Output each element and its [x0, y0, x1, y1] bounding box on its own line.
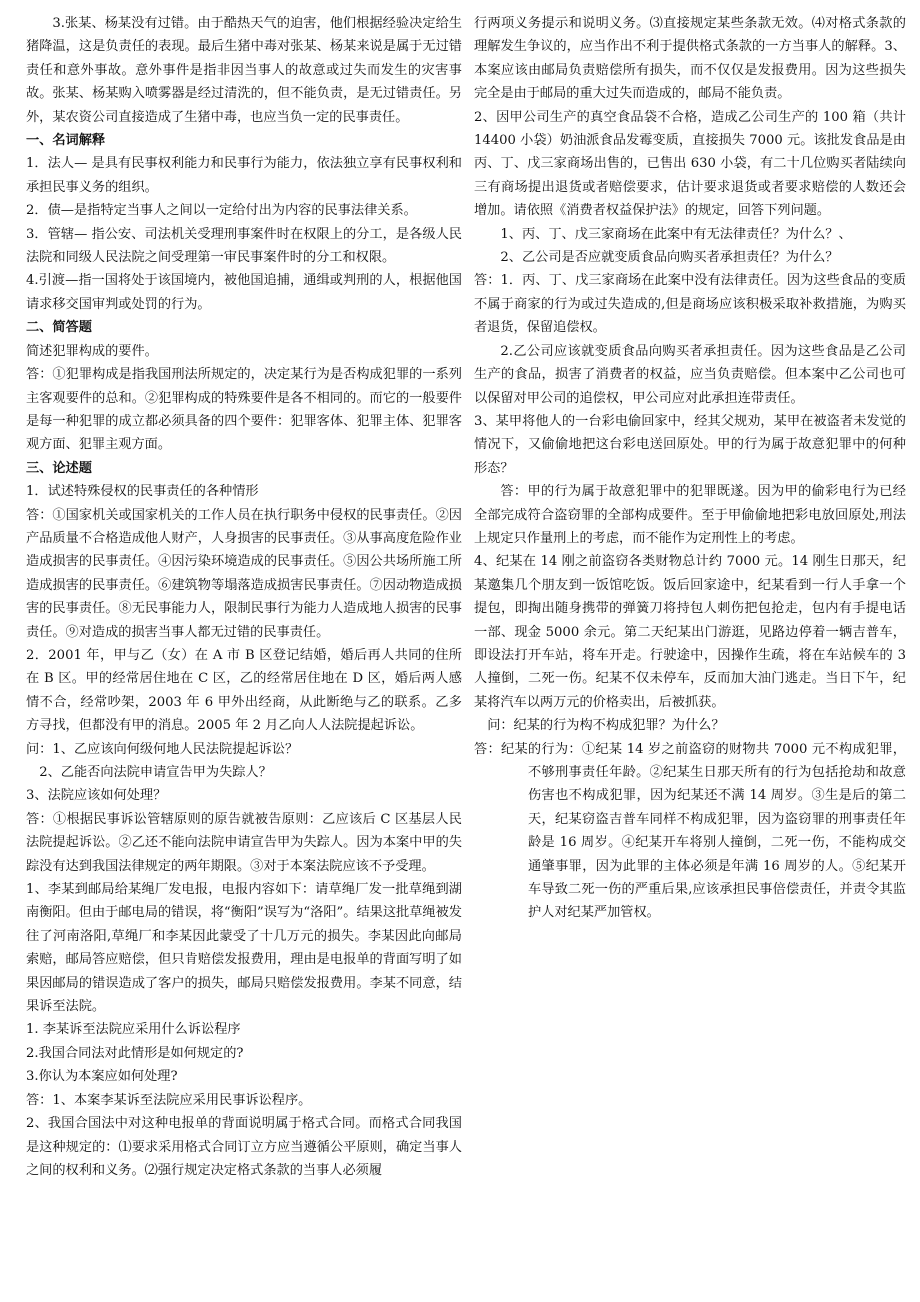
case-food-answer-1: 答：1．丙、丁、戊三家商场在此案中没有法律责任。因为这些食品的变质不属于商家的行为或过失造成的,但是商场应该积极采取补救措施，为购买者退货，保留追偿权。 — [474, 273, 906, 336]
case-tv-theft-answer: 答：甲的行为属于故意犯罪中的犯罪既遂。因为甲的偷彩电行为已经全部完成符合盗窃罪的全部构成要件。至于甲偷偷地把彩电放回原处,刑法上规定只作量刑上的考虑，而不能作为定刑性上的考虑。 — [474, 484, 906, 546]
case-ji-question: 问：纪某的行为构不构成犯罪？为什么？ — [487, 718, 725, 734]
case-food-bags: 2、因甲公司生产的真空食品袋不合格，造成乙公司生产的 100 箱（共计 14400 小袋）奶油派食品发霉变质，直接损失 7000 元。该批发食品是由丙、丁、戊三家商场出售的，已售出 630 小袋，有二十几位购买者陆续向三有商场提出退货或者赔偿要求，估计要求退货或者要求赔偿的人数还会增加。请依照《消费者权益保护法》的规定，回答下列问题。 — [474, 109, 906, 219]
case-telegram-question-1: 1. 李某诉至法院应采用什么诉讼程序 — [26, 1022, 241, 1038]
case-telegram: 1、李某到邮局给某绳厂发电报，电报内容如下：请草绳厂发一批草绳到湖南衡阳。但由于邮电局的错误，将“衡阳”误写为“洛阳”。结果这批草绳被发往了河南洛阳,草绳厂和李某因此蒙受了十几万元的损失。李某因此向邮局索赔，邮局答应赔偿，但只肯赔偿发报费用，理由是电报单的背面写明了如果因邮局的错误造成了客户的损失，邮局只赔偿发报费用。李某不同意，结果诉至法院。 — [26, 882, 462, 1015]
case-ji-answer: 答：纪某的行为：①纪某 14 岁之前盗窃的财物共 7000 元不构成犯罪，不够刑事责任年龄。②纪某生日那天所有的行为包括抢劫和故意伤害也不构成犯罪，因为纪某还不满 14 周岁。③生是后的第二天，纪某窃盗吉普车同样不构成犯罪，因为盗窃罪的刑事责任年龄是 16 周岁。④纪某开车将别人撞倒，二死一伤，不能构成交通肇事罪，因为此罪的主体必须是年满 16 周岁的人。⑤纪某开车导致二死一伤的严重后果,应该承担民事倍偿责任，并责令其监护人对纪某严加管权。 — [474, 741, 906, 921]
case-food-question-2: 2、乙公司是否应就变质食品向购买者承担责任？为什么？ — [500, 250, 839, 266]
case-tv-theft: 3、某甲将他人的一台彩电偷回家中，经其父规劝，某甲在被盗者未发觉的情况下，又偷偷地把这台彩电送回原处。甲的行为属于故意犯罪中的何种形态？ — [474, 413, 906, 476]
section-heading-short-answer: 二、简答题 — [26, 320, 92, 336]
case-marriage-answer: 答：①根据民事诉讼管辖原则的原告就被告原则：乙应该后 C 区基层人民法院提起诉讼。②乙还不能向法院申请宣告甲为失踪人。因为本案中甲的失踪没有达到我国法律规定的两年期限。③对于本案法院应该不予受理。 — [26, 811, 462, 874]
case-ji: 4、纪某在 14 刚之前盗窃各类财物总计约 7000 元。14 刚生日那天，纪某邀集几个朋友到一饭馆吃饭。饭后回家途中，纪某看到一行人手拿一个提包，即掏出随身携带的弹簧刀将持包人刺伤把包抢走，包内有手提电话一部、现金 5000 余元。第二天纪某出门游逛，见路边停着一辆吉普车，即设法打开车站，将车开走。行驶途中，因操作生疏，将在车站候车的 3 人撞倒，二死一伤。纪某不仅未停车，反而加大油门逃走。当日下午，纪某将汽车以两万元的价格卖出，后被抓获。 — [474, 554, 906, 710]
case-marriage-question-3: 3、法院应该如何处理？ — [26, 788, 167, 804]
case-food-answer-2: 2.乙公司应该就变质食品向购买者承担责任。因为这些食品是乙公司生产的食品，损害了消费者的权益，应当负责赔偿。但本案中乙公司也可以保留对甲公司的追偿权，甲公司应对此承担连带责任。 — [474, 343, 906, 406]
section-heading-essay: 三、论述题 — [26, 460, 92, 476]
answer-special-tort: 答：①国家机关或国家机关的工作人员在执行职务中侵权的民事责任。②因产品质量不合格造成他人财产，人身损害的民事责任。③从事高度危险作业造成损害的民事责任。④因污染环境造成的民事责任。⑤因公共场所施工所造成损害的民事责任。⑥建筑物等塌落造成损害民事责任。⑦因动物造成损害的民事责任。⑧无民事能力人，限制民事行为能力人造成地人损害的民事责任。⑨对造成的损害当事人都无过错的民事责任。 — [26, 507, 462, 640]
question-crime-elements: 简述犯罪构成的要件。 — [26, 343, 158, 359]
section-heading-definitions: 一、名词解释 — [26, 133, 106, 149]
right-column — [474, 12, 906, 925]
left-column — [26, 12, 462, 1182]
definition-extradition: 4.引渡—指一国将处于该国境内，被他国追捕，通缉或判刑的人，根据他国请求移交国审判或处罚的行为。 — [26, 273, 462, 312]
case-food-question-1: 1、丙、丁、戊三家商场在此案中有无法律责任？为什么？、 — [500, 226, 852, 242]
case-telegram-question-2: 2.我国合同法对此情形是如何规定的? — [26, 1045, 244, 1061]
question-special-tort: 1．试述特殊侵权的民事责任的各种情形 — [26, 484, 259, 500]
case-telegram-answer-2: 2、我国合国法中对这种电报单的背面说明属于格式合同。而格式合同我国是这种规定的：⑴要求采用格式合同订立方应当遵循公平原则，确定当事人之间的权利和义务。⑵强行规定决定格式条款的当事人必须履 — [26, 1116, 462, 1178]
paragraph-case-3-answer: 3.张某、杨某没有过错。由于酷热天气的迫害，他们根据经验决定给生猪降温，这是负责任的表现。最后生猪中毒对张某、杨某来说是属于无过错责任和意外事故。意外事件是指非因当事人的故意或过失而发生的灾害事故。张某、杨某购入喷雾器是经过清洗的，但不能负责，是无过错责任。另外，某农资公司直接造成了生猪中毒，也应当负一定的民事责任。 — [26, 16, 462, 125]
case-marriage-question-2: 2、乙能否向法院申请宣告甲为失踪人？ — [39, 765, 272, 780]
definition-legal-person: 1．法人— 是具有民事权利能力和民事行为能力，依法独立享有民事权利和承担民事义务的组织。 — [26, 156, 462, 195]
definition-debt: 2．债—是指特定当事人之间以一定给付出为内容的民事法律关系。 — [26, 203, 417, 219]
case-telegram-answer-continued: 行两项义务提示和说明义务。⑶直接规定某些条款无效。⑷对格式条款的理解发生争议的，应当作出不利于提供格式条款的一方当事人的解释。3、本案应该由邮局负责赔偿所有损失，而不仅仅是发报费用。因为这些损失完全是由于邮局的重大过失而造成的，邮局不能负责。 — [474, 16, 906, 102]
answer-crime-elements: 答：①犯罪构成是指我国刑法所规定的，决定某行为是否构成犯罪的一系列主客观要件的总和。②犯罪构成的特殊要件是各不相同的。而它的一般要件是每一种犯罪的成立都必须具备的四个要件：犯罪客体、犯罪主体、犯罪客观方面、犯罪主观方面。 — [26, 367, 462, 453]
case-telegram-answer-1: 答：1、本案李某诉至法院应采用民事诉讼程序。 — [26, 1092, 312, 1108]
definition-jurisdiction: 3．管辖— 指公安、司法机关受理刑事案件时在权限上的分工，是各级人民法院和同级人民法院之间受理第一审民事案件时的分工和权限。 — [26, 226, 462, 266]
case-marriage-question-1: 问：1、乙应该向何级何地人民法院提起诉讼？ — [26, 741, 299, 757]
case-telegram-question-3: 3.你认为本案应如何处理? — [26, 1069, 178, 1085]
case-marriage: 2．2001 年，甲与乙（女）在 A 市 B 区登记结婚，婚后再人共同的住所在 B 区。甲的经常居住地在 C 区，乙的经常居住地在 D 区，婚后两人感情不合，经常吵架，2003 年 6 甲外出经商，从此断绝与乙的联系。乙多方寻找，但都没有甲的消息。2005 年 2 月乙向人人法院提起诉讼。 — [26, 647, 462, 734]
